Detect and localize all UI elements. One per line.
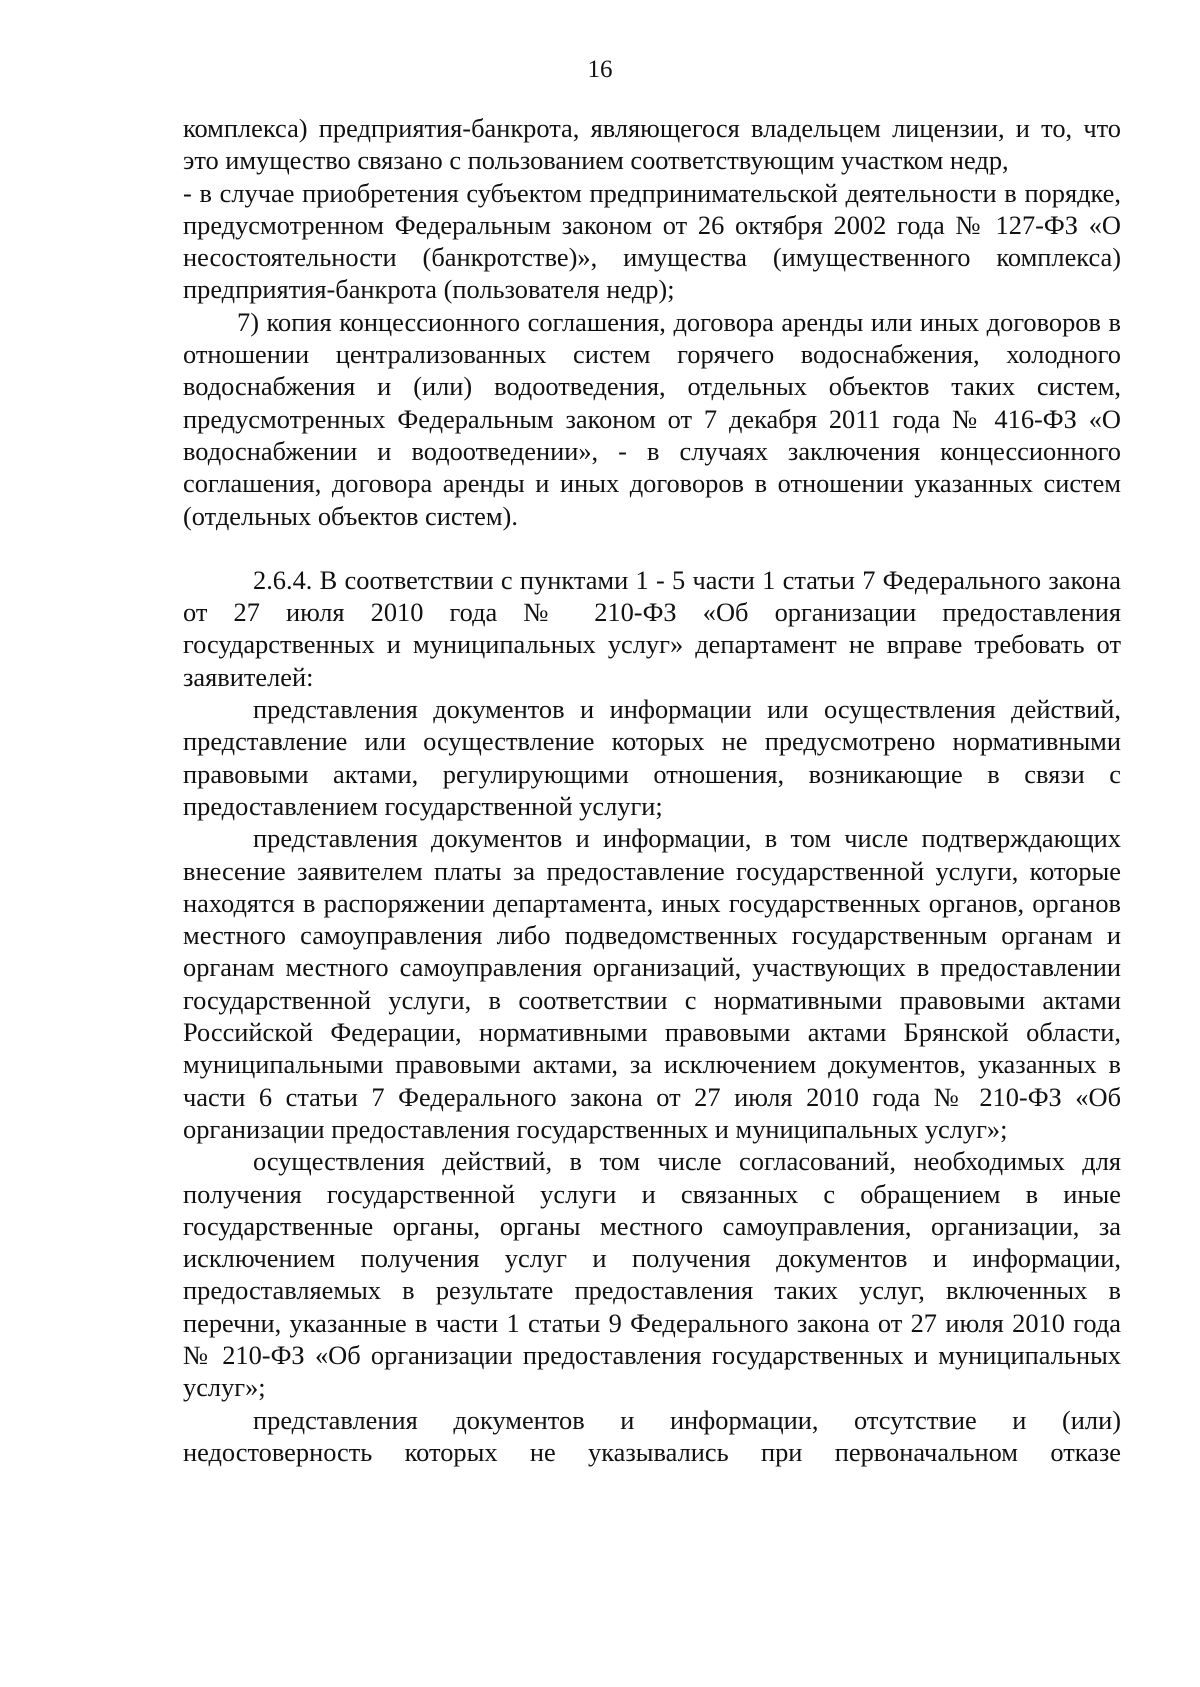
paragraph: осуществления действий, в том числе согласований, необходимых для получения государственной услуги и связанных с обращением в иные государственные органы, органы местного самоуправления, организации, за исключением получения услуг и получения документов и информации, предоставляемых в результате предоставления таких услуг, включенных в перечни, указанные в части 1 статьи 9 Федерального закона от 27 июля 2010 года № 210-ФЗ «Об организации предоставления государственных и муниципальных услуг»; xyxy=(183,1146,1121,1403)
paragraph: - в случае приобретения субъектом предпринимательской деятельности в порядке, предусмотренном Федеральным законом от 26 октября 2002 года № 127-ФЗ «О несостоятельности (банкротстве)», имущества (имущественного комплекса) предприятия-банкрота (пользователя недр); xyxy=(183,177,1121,305)
paragraph: комплекса) предприятия-банкрота, являющегося владельцем лицензии, и то, что это имущество связано с пользованием соответствующим участком недр, xyxy=(183,113,1121,176)
paragraph-gap xyxy=(183,532,1121,564)
paragraph: 2.6.4. В соответствии с пунктами 1 - 5 части 1 статьи 7 Федерального закона от 27 июля 2010 года № 210-ФЗ «Об организации предоставления государственных и муниципальных услуг» департамент не вправе требовать от заявителей: xyxy=(183,564,1121,692)
paragraph: представления документов и информации, в том числе подтверждающих внесение заявителем платы за предоставление государственной услуги, которые находятся в распоряжении департамента, иных государственных органов, органов местного самоуправления либо подведомственных государственным органам и органам местного самоуправления организаций, участвующих в предоставлении государственной услуги, в соответствии с нормативными правовыми актами Российской Федерации, нормативными правовыми актами Брянской области, муниципальными правовыми актами, за исключением документов, указанных в части 6 статьи 7 Федерального закона от 27 июля 2010 года № 210-ФЗ «Об организации предоставления государственных и муниципальных услуг»; xyxy=(183,823,1121,1144)
page-number: 16 xyxy=(587,56,613,83)
paragraph: 7) копия концессионного соглашения, договора аренды или иных договоров в отношении централизованных систем горячего водоснабжения, холодного водоснабжения и (или) водоотведения, отдельных объектов таких систем, предусмотренных Федеральным законом от 7 декабря 2011 года № 416-ФЗ «О водоснабжении и водоотведении», - в случаях заключения концессионного соглашения, договора аренды и иных договоров в отношении указанных систем (отдельных объектов систем). xyxy=(183,306,1121,531)
document-body xyxy=(183,112,1121,1468)
paragraph: представления документов и информации или осуществления действий, представление или осуществление которых не предусмотрено нормативными правовыми актами, регулирующими отношения, возникающие в связи с предоставлением государственной услуги; xyxy=(183,694,1121,821)
paragraph: представления документов и информации, отсутствие и (или) недостоверность которых не указывались при первоначальном отказе xyxy=(183,1404,1121,1467)
